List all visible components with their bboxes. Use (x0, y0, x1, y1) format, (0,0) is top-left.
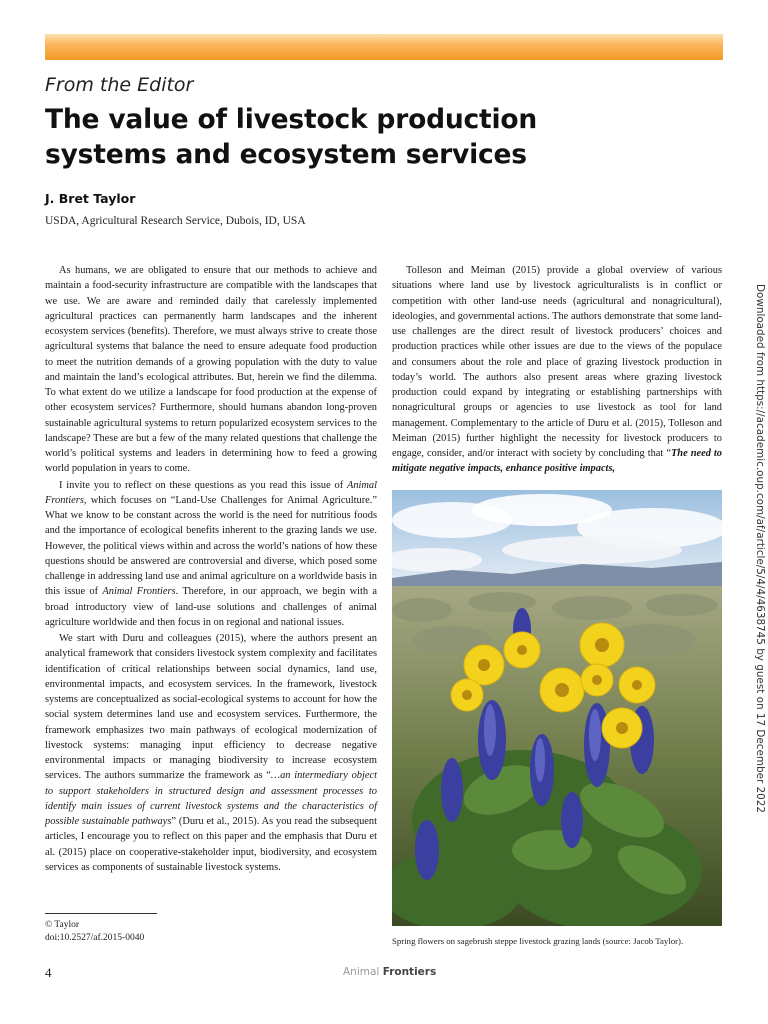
section-kicker: From the Editor (45, 74, 194, 96)
paragraph-4: Tolleson and Meiman (2015) provide a global overview of various situations where land use by livestock agriculturalists is in conflict or competition with other land-use needs (agricultural and nonagricultural), ideologies, and governmental actions. The authors demonstrate that some land-use challenges are the direct result of livestock producers’ choices and production practices while other issues are due to the views of the populace and consumers about the role and place of grazing livestock production in today’s world. The authors also present areas where grazing livestock production could expand by integrating or establishing partnerships with nonagricultural groups or agencies to use livestock as tool for land management. Complementary to the article of Duru et al. (2015), Tolleson and Meiman (2015) further highlight the necessity for livestock producers to engage, consider, and/or interact with society by concluding that “The need to mitigate negative impacts, enhance positive impacts, (392, 265, 722, 475)
paragraph-2: I invite you to reflect on these questions as you read this issue of Animal Frontiers, which focuses on “Land-Use Challenges for Animal Agriculture.” What we know to be constant across the world is the need for nutritious foods and the importance of ecological benefits inherent to the grazing lands we use. However, the political views within and across the world’s nations of how these questions should be answered are controversial and diverse, which posed some challenge in addressing land use and animal agriculture on a worldwide basis in this issue of Animal Frontiers. Therefore, in our approach, we begin with a broad introductory view of land-use solutions and challenges of animal agriculture worldwide and then focus in on regional and national issues. (45, 479, 377, 628)
paragraph-3: We start with Duru and colleagues (2015), where the authors present an analytical framework that considers livestock system complexity and facilitates identification of critical relationships between social dynamics, land use, environmental impacts, and ecosystem services. In the framework, livestock systems are conceptualized as social-ecological systems to account for how the social system determines land use and ecosystem services. Furthermore, the framework emphasizes two main pathways of ecological modernization of livestock systems: managing input efficiency to decrease negative environmental impacts or managing biodiversity to increase ecosystem services. The authors summarize the framework as “…an intermediary object to support stakeholders in structured design and assessment processes to identify main issues of current livestock systems and the characteristics of possible sustainable pathways” (Duru et al., 2015). As you read the subsequent articles, I encourage you to reflect on this paper and the emphasis that Duru et al. (2015) place on cooperative-stakeholder input, biodiversity, and ecosystem services as components of sustainable livestock systems. (45, 633, 377, 873)
footnote (45, 919, 144, 945)
article-title (45, 102, 605, 172)
journal-footer: Animal Frontiers (343, 966, 437, 978)
title-line-2: systems and ecosystem services (45, 139, 527, 170)
flower-photo (392, 490, 722, 926)
header-banner (45, 34, 723, 60)
copyright-notice: © Taylor (45, 920, 80, 930)
journal-title: Animal Frontiers (102, 586, 176, 598)
left-column (45, 263, 377, 875)
download-note: Downloaded from https://academic.oup.com/af/article/5/4/4/4638745 by guest on 17 December 2022 (754, 284, 766, 814)
download-watermark (748, 284, 768, 814)
title-line-1: The value of livestock production (45, 104, 538, 135)
paragraph-1: As humans, we are obligated to ensure that our methods to achieve and maintain a food-security infrastructure are compatible with the landscapes that we use. We are aware and reminded daily that carelessly implemented agricultural practices can permanently harm landscapes and the inherent ecosystem services (benefits). Therefore, we must always strive to create those agricultural systems that balance the need to ensure adequate food production to meet the nutrition demands of a growing population with the duty to value and maintain the land’s ecological attributes. But, herein we find the dilemma. To what extent do we utilize a landscape for food production at the expense of other ecosystem services? Furthermore, should humans abandon long-proven sustainable agricultural systems to return popularized ecosystem services to the landscape? These are but a few of the many related questions that challenge the world’s political systems and leaders in determining how to feed a growing world population in years to come. (45, 265, 377, 475)
doi-link[interactable]: doi:10.2527/af.2015-0040 (45, 933, 145, 943)
journal-title: Animal Frontiers (45, 479, 377, 506)
quoted-text: …an intermediary object to support stakeholders in structured design and assessment processes to identify main issues of current livestock systems and the characteristics of possible sustainable pathways (45, 770, 377, 827)
footnote-rule (45, 913, 157, 914)
photo-caption: Spring flowers on sagebrush steppe livestock grazing lands (source: Jacob Taylor). (392, 936, 684, 946)
page-number: 4 (45, 965, 52, 980)
quoted-text: The need to mitigate negative impacts, enhance positive impacts, (392, 448, 722, 475)
right-column (392, 263, 722, 477)
author-affiliation: USDA, Agricultural Research Service, Dubois, ID, USA (45, 215, 306, 227)
author-name: J. Bret Taylor (45, 191, 136, 206)
